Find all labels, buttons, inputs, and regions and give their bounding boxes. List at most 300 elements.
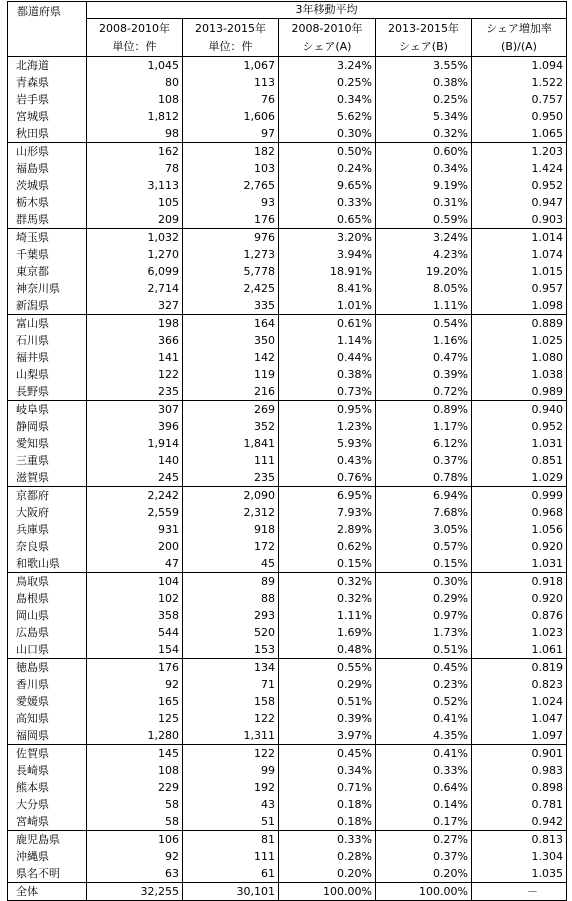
value-cell-c1: 358 bbox=[87, 607, 183, 624]
value-cell-c4: 0.38% bbox=[376, 74, 472, 91]
value-cell-c3: 0.34% bbox=[279, 762, 376, 779]
value-cell-c2: 2,765 bbox=[183, 177, 279, 194]
prefecture-name-cell: 山形県 bbox=[8, 143, 87, 161]
value-cell-c4: 0.14% bbox=[376, 796, 472, 813]
col-header-share-2013: 2013-2015年 bbox=[376, 19, 472, 39]
table-row bbox=[8, 676, 567, 693]
value-cell-c5: 1.015 bbox=[472, 263, 567, 280]
value-cell-c3: 0.29% bbox=[279, 676, 376, 693]
value-cell-c2: 216 bbox=[183, 383, 279, 401]
value-cell-c2: 113 bbox=[183, 74, 279, 91]
table-row bbox=[8, 779, 567, 796]
value-cell-c1: 544 bbox=[87, 624, 183, 641]
table-row bbox=[8, 590, 567, 607]
prefecture-name-cell: 大分県 bbox=[8, 796, 87, 813]
value-cell-c2: 61 bbox=[183, 865, 279, 883]
table-row bbox=[8, 401, 567, 419]
value-cell-c1: 106 bbox=[87, 831, 183, 849]
table-row bbox=[8, 263, 567, 280]
table-row bbox=[8, 332, 567, 349]
value-cell-c4: 0.64% bbox=[376, 779, 472, 796]
prefecture-name-cell: 鳥取県 bbox=[8, 573, 87, 591]
table-row bbox=[8, 848, 567, 865]
value-cell-c2: 269 bbox=[183, 401, 279, 419]
prefecture-name-cell: 岩手県 bbox=[8, 91, 87, 108]
value-cell-c5: 0.920 bbox=[472, 590, 567, 607]
value-cell-c2: 45 bbox=[183, 555, 279, 573]
prefecture-name-cell: 秋田県 bbox=[8, 125, 87, 143]
value-cell-c5: 1.025 bbox=[472, 332, 567, 349]
value-cell-c5: 1.029 bbox=[472, 469, 567, 487]
value-cell-c3: 1.14% bbox=[279, 332, 376, 349]
prefecture-name-cell: 山梨県 bbox=[8, 366, 87, 383]
value-cell-c4: 0.89% bbox=[376, 401, 472, 419]
value-cell-c1: 58 bbox=[87, 796, 183, 813]
prefecture-name-cell: 宮崎県 bbox=[8, 813, 87, 831]
value-cell-c3: 6.95% bbox=[279, 487, 376, 505]
value-cell-c2: 1,841 bbox=[183, 435, 279, 452]
value-cell-c4: 0.57% bbox=[376, 538, 472, 555]
value-cell-c1: 198 bbox=[87, 315, 183, 333]
value-cell-c5: 0.898 bbox=[472, 779, 567, 796]
value-cell-c4: 0.41% bbox=[376, 710, 472, 727]
table-row bbox=[8, 383, 567, 401]
prefecture-name-cell: 岐阜県 bbox=[8, 401, 87, 419]
value-cell-c5: 0.968 bbox=[472, 504, 567, 521]
value-cell-c1: 1,280 bbox=[87, 727, 183, 745]
value-cell-c1: 6,099 bbox=[87, 263, 183, 280]
table-row bbox=[8, 573, 567, 591]
value-cell-c4: 3.05% bbox=[376, 521, 472, 538]
table-row bbox=[8, 521, 567, 538]
value-cell-c3: 3.24% bbox=[279, 57, 376, 75]
col-subheader-share-growth: (B)/(A) bbox=[472, 38, 567, 57]
value-cell-c4: 0.39% bbox=[376, 366, 472, 383]
prefecture-name-cell: 広島県 bbox=[8, 624, 87, 641]
table-row bbox=[8, 813, 567, 831]
table-row bbox=[8, 280, 567, 297]
prefecture-name-cell: 京都府 bbox=[8, 487, 87, 505]
prefecture-name-cell: 高知県 bbox=[8, 710, 87, 727]
value-cell-c5: 1.047 bbox=[472, 710, 567, 727]
value-cell-c5: 1.023 bbox=[472, 624, 567, 641]
value-cell-c3: 0.48% bbox=[279, 641, 376, 659]
value-cell-c1: 162 bbox=[87, 143, 183, 161]
value-cell-c3: 0.18% bbox=[279, 796, 376, 813]
value-cell-c3: 0.20% bbox=[279, 865, 376, 883]
value-cell-c5: 0.819 bbox=[472, 659, 567, 677]
prefecture-name-cell: 島根県 bbox=[8, 590, 87, 607]
value-cell-c2: 97 bbox=[183, 125, 279, 143]
value-cell-c2: 176 bbox=[183, 211, 279, 229]
prefecture-name-cell: 徳島県 bbox=[8, 659, 87, 677]
value-cell-c4: 1.17% bbox=[376, 418, 472, 435]
prefecture-name-cell: 和歌山県 bbox=[8, 555, 87, 573]
value-cell-c1: 165 bbox=[87, 693, 183, 710]
value-cell-c3: 0.95% bbox=[279, 401, 376, 419]
value-cell-c5: 1.094 bbox=[472, 57, 567, 75]
table-row bbox=[8, 487, 567, 505]
col-header-share-2008: 2008-2010年 bbox=[279, 19, 376, 39]
value-cell-c1: 122 bbox=[87, 366, 183, 383]
value-cell-c1: 2,714 bbox=[87, 280, 183, 297]
value-cell-c5: 0.947 bbox=[472, 194, 567, 211]
value-cell-c2: 293 bbox=[183, 607, 279, 624]
value-cell-c4: 9.19% bbox=[376, 177, 472, 194]
value-cell-c5: 0.757 bbox=[472, 91, 567, 108]
table-row bbox=[8, 57, 567, 75]
value-cell-c5: 1.056 bbox=[472, 521, 567, 538]
value-cell-c5: 1.065 bbox=[472, 125, 567, 143]
value-cell-c1: 92 bbox=[87, 848, 183, 865]
value-cell-c3: 0.45% bbox=[279, 745, 376, 763]
value-cell-c3: 0.34% bbox=[279, 91, 376, 108]
value-cell-c2: 30,101 bbox=[183, 883, 279, 901]
value-cell-c2: 182 bbox=[183, 143, 279, 161]
table-row bbox=[8, 555, 567, 573]
table-row bbox=[8, 418, 567, 435]
value-cell-c5: 1.031 bbox=[472, 555, 567, 573]
prefecture-name-cell: 奈良県 bbox=[8, 538, 87, 555]
table-row bbox=[8, 727, 567, 745]
value-cell-c2: 122 bbox=[183, 710, 279, 727]
value-cell-c4: 6.94% bbox=[376, 487, 472, 505]
value-cell-c3: 0.50% bbox=[279, 143, 376, 161]
value-cell-c3: 0.18% bbox=[279, 813, 376, 831]
value-cell-c3: 0.73% bbox=[279, 383, 376, 401]
value-cell-c1: 1,812 bbox=[87, 108, 183, 125]
prefecture-name-cell: 千葉県 bbox=[8, 246, 87, 263]
value-cell-c1: 3,113 bbox=[87, 177, 183, 194]
value-cell-c4: 0.59% bbox=[376, 211, 472, 229]
value-cell-c5: 0.918 bbox=[472, 573, 567, 591]
value-cell-c3: 9.65% bbox=[279, 177, 376, 194]
value-cell-c5: 0.903 bbox=[472, 211, 567, 229]
value-cell-c4: 6.12% bbox=[376, 435, 472, 452]
value-cell-c2: 335 bbox=[183, 297, 279, 315]
value-cell-c4: 0.78% bbox=[376, 469, 472, 487]
table-row bbox=[8, 693, 567, 710]
value-cell-c5: 1.061 bbox=[472, 641, 567, 659]
prefecture-share-table bbox=[7, 1, 567, 901]
value-cell-c3: 3.97% bbox=[279, 727, 376, 745]
value-cell-c4: 5.34% bbox=[376, 108, 472, 125]
value-cell-c4: 4.23% bbox=[376, 246, 472, 263]
value-cell-c2: 2,090 bbox=[183, 487, 279, 505]
value-cell-c1: 98 bbox=[87, 125, 183, 143]
prefecture-name-cell: 富山県 bbox=[8, 315, 87, 333]
value-cell-c2: 1,311 bbox=[183, 727, 279, 745]
value-cell-c3: 5.93% bbox=[279, 435, 376, 452]
table-row bbox=[8, 796, 567, 813]
value-cell-c4: 0.23% bbox=[376, 676, 472, 693]
value-cell-c2: 81 bbox=[183, 831, 279, 849]
table-row bbox=[8, 607, 567, 624]
value-cell-c4: 0.20% bbox=[376, 865, 472, 883]
prefecture-name-cell: 沖縄県 bbox=[8, 848, 87, 865]
value-cell-c3: 0.32% bbox=[279, 573, 376, 591]
value-cell-c4: 0.32% bbox=[376, 125, 472, 143]
prefecture-name-cell: 長崎県 bbox=[8, 762, 87, 779]
value-cell-c4: 0.17% bbox=[376, 813, 472, 831]
value-cell-c4: 100.00% bbox=[376, 883, 472, 901]
prefecture-name-cell: 東京都 bbox=[8, 263, 87, 280]
value-cell-c5: 0.989 bbox=[472, 383, 567, 401]
value-cell-c3: 18.91% bbox=[279, 263, 376, 280]
table-row bbox=[8, 160, 567, 177]
value-cell-c3: 0.71% bbox=[279, 779, 376, 796]
value-cell-c1: 1,914 bbox=[87, 435, 183, 452]
value-cell-c1: 32,255 bbox=[87, 883, 183, 901]
col-header-count-2008: 2008-2010年 bbox=[87, 19, 183, 39]
value-cell-c2: 71 bbox=[183, 676, 279, 693]
value-cell-c2: 192 bbox=[183, 779, 279, 796]
value-cell-c2: 1,273 bbox=[183, 246, 279, 263]
value-cell-c4: 0.45% bbox=[376, 659, 472, 677]
value-cell-c2: 43 bbox=[183, 796, 279, 813]
value-cell-c3: 8.41% bbox=[279, 280, 376, 297]
value-cell-c3: 0.39% bbox=[279, 710, 376, 727]
table-row bbox=[8, 659, 567, 677]
value-cell-c2: 352 bbox=[183, 418, 279, 435]
value-cell-c3: 100.00% bbox=[279, 883, 376, 901]
value-cell-c3: 0.51% bbox=[279, 693, 376, 710]
value-cell-c3: 1.01% bbox=[279, 297, 376, 315]
prefecture-name-cell: 県名不明 bbox=[8, 865, 87, 883]
prefecture-name-cell: 鹿児島県 bbox=[8, 831, 87, 849]
value-cell-c2: 89 bbox=[183, 573, 279, 591]
value-cell-c5: 1.080 bbox=[472, 349, 567, 366]
table-row bbox=[8, 831, 567, 849]
value-cell-c3: 0.15% bbox=[279, 555, 376, 573]
value-cell-c2: 1,606 bbox=[183, 108, 279, 125]
value-cell-c3: 7.93% bbox=[279, 504, 376, 521]
value-cell-c4: 0.34% bbox=[376, 160, 472, 177]
prefecture-name-cell: 茨城県 bbox=[8, 177, 87, 194]
value-cell-c4: 0.15% bbox=[376, 555, 472, 573]
value-cell-c2: 99 bbox=[183, 762, 279, 779]
value-cell-c3: 0.62% bbox=[279, 538, 376, 555]
col-subheader-count-2013: 単位：件 bbox=[183, 38, 279, 57]
value-cell-c4: 0.47% bbox=[376, 349, 472, 366]
value-cell-c1: 140 bbox=[87, 452, 183, 469]
value-cell-c3: 0.38% bbox=[279, 366, 376, 383]
value-cell-c3: 0.61% bbox=[279, 315, 376, 333]
value-cell-c1: 200 bbox=[87, 538, 183, 555]
prefecture-name-cell: 宮城県 bbox=[8, 108, 87, 125]
value-cell-c2: 164 bbox=[183, 315, 279, 333]
value-cell-c1: 108 bbox=[87, 762, 183, 779]
value-cell-c5: 1.035 bbox=[472, 865, 567, 883]
value-cell-c4: 0.30% bbox=[376, 573, 472, 591]
value-cell-c1: 176 bbox=[87, 659, 183, 677]
value-cell-c2: 88 bbox=[183, 590, 279, 607]
value-cell-c2: 153 bbox=[183, 641, 279, 659]
table-row bbox=[8, 315, 567, 333]
value-cell-c4: 0.72% bbox=[376, 383, 472, 401]
col-subheader-count-2008: 単位：件 bbox=[87, 38, 183, 57]
value-cell-c2: 122 bbox=[183, 745, 279, 763]
value-cell-c2: 76 bbox=[183, 91, 279, 108]
value-cell-c5: － bbox=[472, 883, 567, 901]
prefecture-header: 都道府県 bbox=[8, 2, 87, 57]
value-cell-c4: 0.52% bbox=[376, 693, 472, 710]
value-cell-c1: 366 bbox=[87, 332, 183, 349]
table-row bbox=[8, 469, 567, 487]
value-cell-c3: 0.44% bbox=[279, 349, 376, 366]
table-row bbox=[8, 125, 567, 143]
value-cell-c3: 0.28% bbox=[279, 848, 376, 865]
prefecture-name-cell: 北海道 bbox=[8, 57, 87, 75]
value-cell-c4: 0.31% bbox=[376, 194, 472, 211]
value-cell-c4: 1.11% bbox=[376, 297, 472, 315]
value-cell-c1: 931 bbox=[87, 521, 183, 538]
prefecture-name-cell: 長野県 bbox=[8, 383, 87, 401]
table-row bbox=[8, 710, 567, 727]
prefecture-name-cell: 三重県 bbox=[8, 452, 87, 469]
value-cell-c1: 80 bbox=[87, 74, 183, 91]
value-cell-c2: 158 bbox=[183, 693, 279, 710]
value-cell-c1: 229 bbox=[87, 779, 183, 796]
table-row bbox=[8, 538, 567, 555]
value-cell-c1: 145 bbox=[87, 745, 183, 763]
value-cell-c4: 8.05% bbox=[376, 280, 472, 297]
value-cell-c3: 2.89% bbox=[279, 521, 376, 538]
moving-average-header: 3年移動平均 bbox=[87, 2, 567, 19]
value-cell-c3: 0.25% bbox=[279, 74, 376, 91]
value-cell-c4: 1.16% bbox=[376, 332, 472, 349]
value-cell-c3: 1.11% bbox=[279, 607, 376, 624]
value-cell-c4: 7.68% bbox=[376, 504, 472, 521]
value-cell-c1: 108 bbox=[87, 91, 183, 108]
value-cell-c3: 0.55% bbox=[279, 659, 376, 677]
value-cell-c1: 2,559 bbox=[87, 504, 183, 521]
value-cell-c4: 0.54% bbox=[376, 315, 472, 333]
table-row bbox=[8, 108, 567, 125]
value-cell-c3: 0.32% bbox=[279, 590, 376, 607]
table-row bbox=[8, 366, 567, 383]
value-cell-c1: 47 bbox=[87, 555, 183, 573]
prefecture-name-cell: 香川県 bbox=[8, 676, 87, 693]
table-row bbox=[8, 883, 567, 901]
value-cell-c4: 0.37% bbox=[376, 848, 472, 865]
value-cell-c1: 396 bbox=[87, 418, 183, 435]
value-cell-c2: 350 bbox=[183, 332, 279, 349]
value-cell-c4: 19.20% bbox=[376, 263, 472, 280]
value-cell-c5: 0.957 bbox=[472, 280, 567, 297]
prefecture-name-cell: 青森県 bbox=[8, 74, 87, 91]
value-cell-c4: 0.25% bbox=[376, 91, 472, 108]
value-cell-c2: 103 bbox=[183, 160, 279, 177]
value-cell-c1: 235 bbox=[87, 383, 183, 401]
value-cell-c2: 134 bbox=[183, 659, 279, 677]
table-row bbox=[8, 349, 567, 366]
value-cell-c5: 0.781 bbox=[472, 796, 567, 813]
value-cell-c2: 111 bbox=[183, 452, 279, 469]
value-cell-c1: 92 bbox=[87, 676, 183, 693]
value-cell-c4: 0.51% bbox=[376, 641, 472, 659]
table-row bbox=[8, 177, 567, 194]
value-cell-c1: 63 bbox=[87, 865, 183, 883]
value-cell-c1: 209 bbox=[87, 211, 183, 229]
value-cell-c1: 102 bbox=[87, 590, 183, 607]
prefecture-name-cell: 新潟県 bbox=[8, 297, 87, 315]
value-cell-c2: 235 bbox=[183, 469, 279, 487]
prefecture-name-cell: 愛知県 bbox=[8, 435, 87, 452]
value-cell-c3: 1.69% bbox=[279, 624, 376, 641]
value-cell-c4: 0.60% bbox=[376, 143, 472, 161]
value-cell-c5: 1.424 bbox=[472, 160, 567, 177]
value-cell-c5: 0.823 bbox=[472, 676, 567, 693]
value-cell-c1: 125 bbox=[87, 710, 183, 727]
value-cell-c1: 1,032 bbox=[87, 229, 183, 247]
col-subheader-share-2013: シェア(B) bbox=[376, 38, 472, 57]
prefecture-name-cell: 福井県 bbox=[8, 349, 87, 366]
value-cell-c2: 51 bbox=[183, 813, 279, 831]
table-row bbox=[8, 143, 567, 161]
value-cell-c4: 0.97% bbox=[376, 607, 472, 624]
value-cell-c2: 119 bbox=[183, 366, 279, 383]
prefecture-name-cell: 群馬県 bbox=[8, 211, 87, 229]
value-cell-c5: 1.038 bbox=[472, 366, 567, 383]
table-row bbox=[8, 435, 567, 452]
value-cell-c1: 104 bbox=[87, 573, 183, 591]
value-cell-c5: 0.851 bbox=[472, 452, 567, 469]
value-cell-c1: 245 bbox=[87, 469, 183, 487]
value-cell-c5: 0.901 bbox=[472, 745, 567, 763]
value-cell-c1: 58 bbox=[87, 813, 183, 831]
value-cell-c2: 172 bbox=[183, 538, 279, 555]
value-cell-c5: 0.942 bbox=[472, 813, 567, 831]
prefecture-name-cell: 埼玉県 bbox=[8, 229, 87, 247]
value-cell-c2: 142 bbox=[183, 349, 279, 366]
table-row bbox=[8, 91, 567, 108]
value-cell-c3: 0.43% bbox=[279, 452, 376, 469]
prefecture-name-cell: 石川県 bbox=[8, 332, 87, 349]
value-cell-c1: 1,270 bbox=[87, 246, 183, 263]
table-body bbox=[8, 57, 567, 901]
value-cell-c5: 0.999 bbox=[472, 487, 567, 505]
value-cell-c5: 1.014 bbox=[472, 229, 567, 247]
value-cell-c3: 3.94% bbox=[279, 246, 376, 263]
table-row bbox=[8, 504, 567, 521]
value-cell-c3: 3.20% bbox=[279, 229, 376, 247]
table-row bbox=[8, 229, 567, 247]
value-cell-c1: 327 bbox=[87, 297, 183, 315]
col-header-share-growth: シェア増加率 bbox=[472, 19, 567, 39]
value-cell-c3: 0.33% bbox=[279, 831, 376, 849]
value-cell-c2: 111 bbox=[183, 848, 279, 865]
value-cell-c3: 0.33% bbox=[279, 194, 376, 211]
value-cell-c3: 0.30% bbox=[279, 125, 376, 143]
prefecture-name-cell: 岡山県 bbox=[8, 607, 87, 624]
value-cell-c1: 141 bbox=[87, 349, 183, 366]
prefecture-name-cell: 佐賀県 bbox=[8, 745, 87, 763]
value-cell-c4: 0.29% bbox=[376, 590, 472, 607]
prefecture-name-cell: 神奈川県 bbox=[8, 280, 87, 297]
table-row bbox=[8, 745, 567, 763]
prefecture-name-cell: 福岡県 bbox=[8, 727, 87, 745]
value-cell-c3: 1.23% bbox=[279, 418, 376, 435]
table-row bbox=[8, 297, 567, 315]
prefecture-name-cell: 福島県 bbox=[8, 160, 87, 177]
value-cell-c4: 3.24% bbox=[376, 229, 472, 247]
prefecture-name-cell: 熊本県 bbox=[8, 779, 87, 796]
value-cell-c5: 1.024 bbox=[472, 693, 567, 710]
value-cell-c5: 0.952 bbox=[472, 177, 567, 194]
value-cell-c2: 2,425 bbox=[183, 280, 279, 297]
value-cell-c2: 5,778 bbox=[183, 263, 279, 280]
